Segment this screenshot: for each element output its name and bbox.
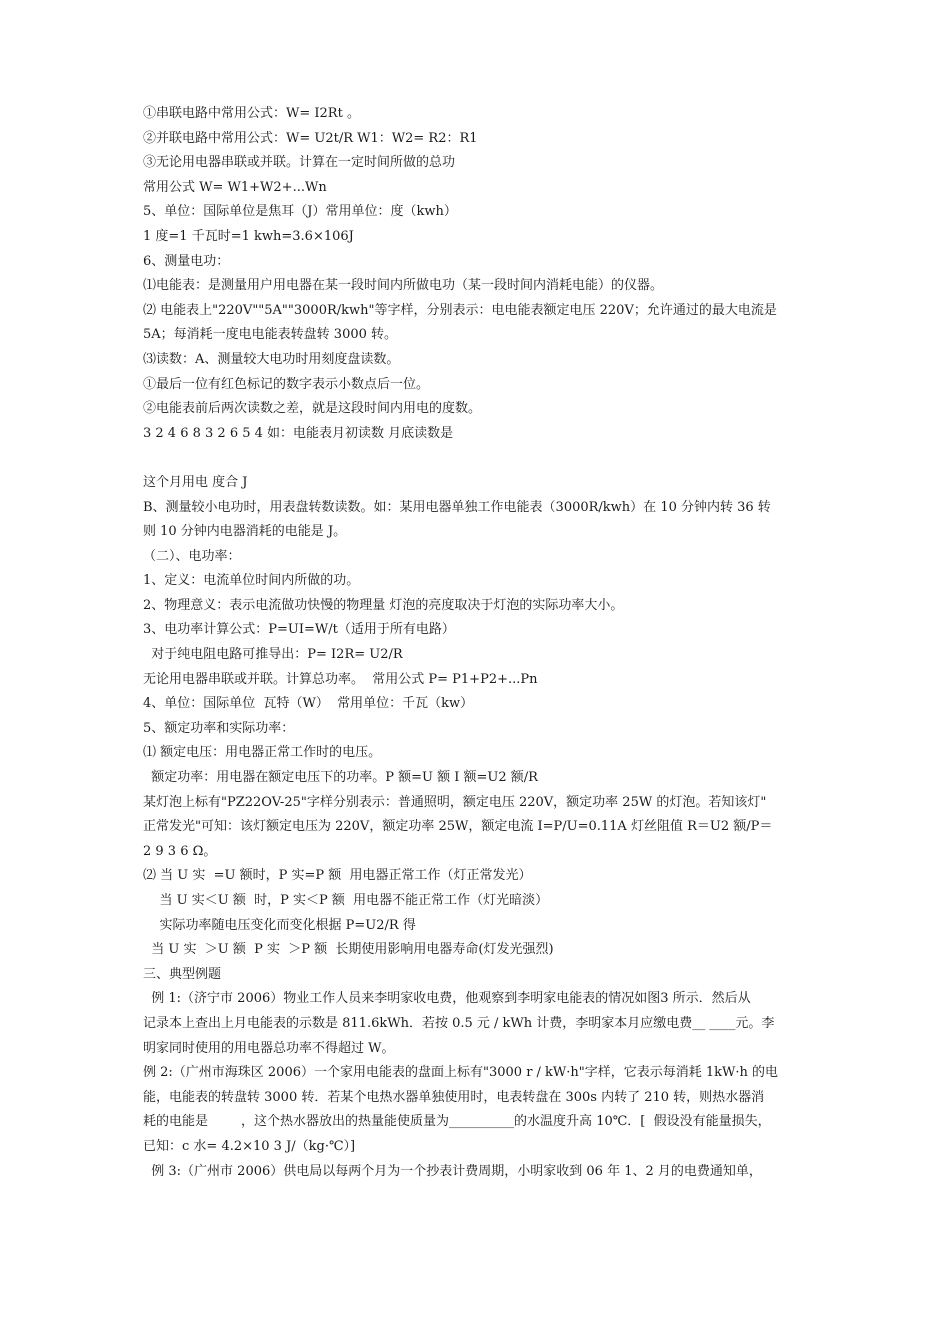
- text-line: 则 10 分钟内电器消耗的电能是 J。: [143, 524, 347, 540]
- text-line: 2、物理意义：表示电流做功快慢的物理量 灯泡的亮度取决于灯泡的实际功率大小。: [143, 597, 624, 613]
- example-line: 例 1:（济宁市 2006）物业工作人员来李明家收电费，他观察到李明家电能表的情况如图3 所示．然后从: [143, 991, 751, 1007]
- text-line: 当 U 实＜U 额 时，P 实＜P 额 用电器不能正常工作（灯光暗淡）: [143, 893, 549, 908]
- text-line: 实际功率随电压变化而变化根据 P=U2/R 得: [143, 917, 416, 933]
- text-line: B、测量较小电功时，用表盘转数读数。如：某用电器单独工作电能表（3000R/kwh）在 10 分钟内转 36 转: [143, 499, 771, 515]
- text-line: 这个月用电 度合 J: [143, 474, 248, 490]
- text-line: 无论用电器串联或并联。计算总功率。 常用公式 P= P1+P2+...Pn: [143, 671, 538, 687]
- text-line: ②电能表前后两次读数之差，就是这段时间内用电的度数。: [143, 401, 482, 417]
- text-line: 当 U 实 ＞U 额 P 实 ＞P 额 长期使用影响用电器寿命(灯发光强烈): [143, 942, 554, 958]
- text-line: 3、电功率计算公式：P=UI=W/t（适用于所有电路）: [143, 622, 455, 638]
- text-line: ⑴ 额定电压：用电器正常工作时的电压。: [143, 745, 382, 761]
- text-line: ⑵ 电能表上"220V""5A""3000R/kwh"等字样，分别表示：电电能表额定电压 220V；允许通过的最大电流是: [143, 302, 777, 318]
- text-line: 4、单位：国际单位 瓦特（W） 常用单位：千瓦（kw）: [143, 696, 474, 712]
- example-line: 能，电能表的转盘转 3000 转．若某个电热水器单独使用时，电表转盘在 300s 内转了 210 转，则热水器消: [143, 1089, 765, 1105]
- section-heading: 三、典型例题: [143, 966, 222, 982]
- example-line: 明家同时使用的用电器总功率不得超过 W。: [143, 1040, 395, 1056]
- section-heading: 5、额定功率和实际功率：: [143, 720, 295, 736]
- example-line: 例 2:（广州市海珠区 2006）一个家用电能表的盘面上标有"3000 r / kW·h"字样，它表示每消耗 1kW·h 的电: [143, 1065, 779, 1081]
- text-line: 某灯泡上标有"PZ22OV-25"字样分别表示：普通照明，额定电压 220V，额定功率 25W 的灯泡。若知该灯": [143, 794, 767, 810]
- text-line: 常用公式 W= W1+W2+...Wn: [143, 179, 327, 195]
- text-line: ⑵ 当 U 实 =U 额时，P 实=P 额 用电器正常工作（灯正常发光）: [143, 868, 532, 884]
- example-line: 耗的电能是 ，这个热水器放出的热量能使质量为__________的水温度升高 10℃．[ 假设没有能量损失，: [143, 1114, 771, 1130]
- blank-line: [143, 446, 813, 471]
- text-line: ⑴电能表：是测量用户用电器在某一段时间内所做电功（某一段时间内消耗电能）的仪器。: [143, 278, 664, 294]
- text-line: 5A；每消耗一度电电能表转盘转 3000 转。: [143, 327, 398, 343]
- text-line: 1、定义：电流单位时间内所做的功。: [143, 573, 360, 589]
- text-line: 正常发光"可知：该灯额定电压为 220V，额定功率 25W，额定电流 I=P/U=0.11A 灯丝阻值 R＝U2 额/P＝: [143, 819, 773, 835]
- text-line: ②并联电路中常用公式：W= U2t/R W1：W2= R2：R1: [143, 130, 478, 146]
- text-line: ①最后一位有红色标记的数字表示小数点后一位。: [143, 376, 430, 392]
- text-line: 1 度=1 千瓦时=1 kwh=3.6×106J: [143, 228, 354, 244]
- section-heading: 6、测量电功：: [143, 253, 230, 269]
- text-line: 2 9 3 6 Ω。: [143, 843, 217, 859]
- text-line: 3 2 4 6 8 3 2 6 5 4 如：电能表月初读数 月底读数是: [143, 425, 454, 441]
- text-line: ③无论用电器串联或并联。计算在一定时间所做的总功: [143, 155, 456, 171]
- text-line: 5、单位：国际单位是焦耳（J）常用单位：度（kwh）: [143, 204, 457, 220]
- example-line: 已知：c 水= 4.2×10 3 J/（kg·℃）]: [143, 1138, 356, 1154]
- example-line: 例 3:（广州市 2006）供电局以每两个月为一个抄表计费周期，小明家收到 06 年 1、2 月的电费通知单，: [143, 1163, 762, 1179]
- section-heading: （二）、电功率：: [143, 548, 241, 564]
- example-line: 记录本上查出上月电能表的示数是 811.6kWh．若按 0.5 元 / kWh 计费，李明家本月应缴电费__ ____元。李: [143, 1015, 775, 1031]
- text-line: 对于纯电阻电路可推导出：P= I2R= U2/R: [143, 647, 403, 663]
- text-line: 额定功率：用电器在额定电压下的功率。P 额=U 额 I 额=U2 额/R: [143, 770, 538, 786]
- document-body: [143, 102, 813, 1184]
- text-line: ⑶读数：A、测量较大电功时用刻度盘读数。: [143, 351, 400, 367]
- text-line: ①串联电路中常用公式：W= I2Rt 。: [143, 106, 360, 121]
